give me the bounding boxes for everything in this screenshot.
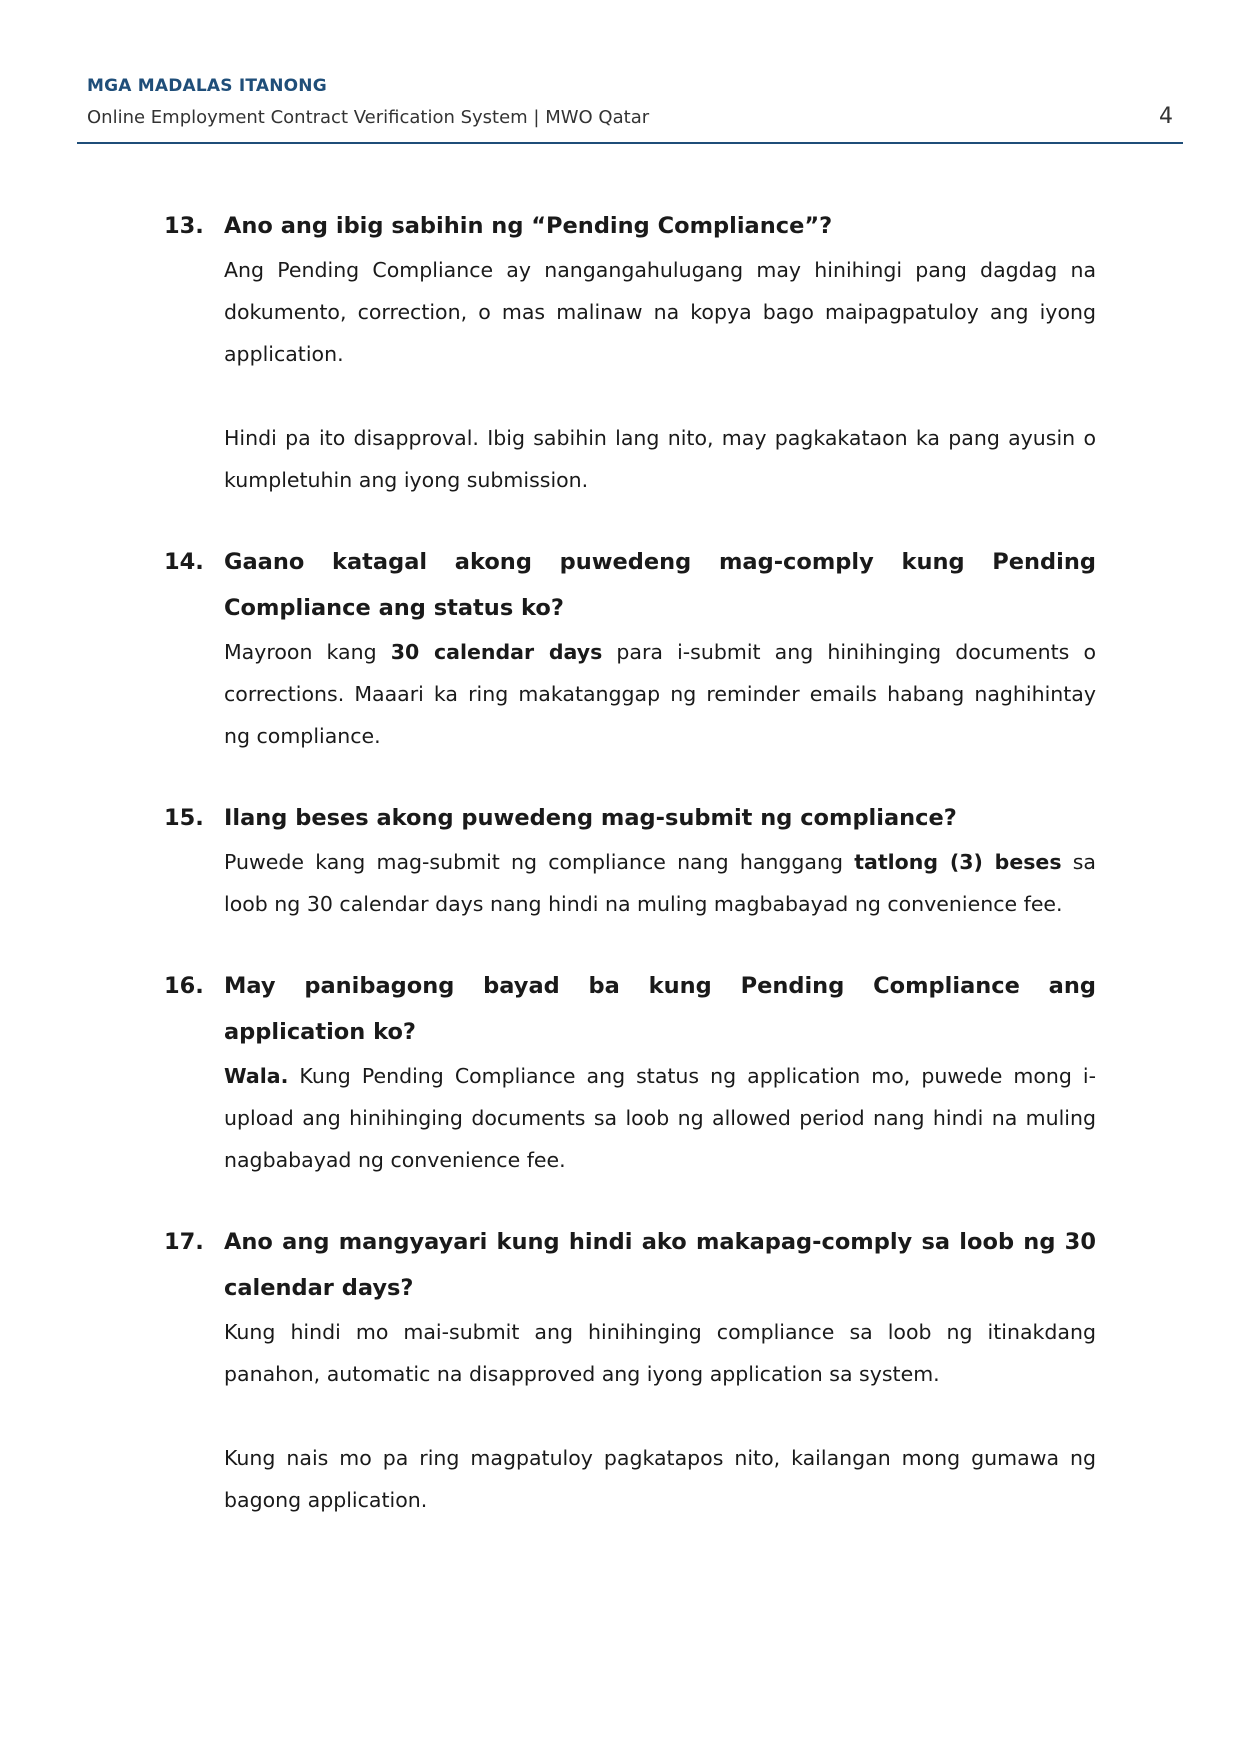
header-subtitle: Online Employment Contract Verification System | MWO Qatar xyxy=(87,107,650,128)
faq-item-13 xyxy=(164,203,1096,501)
faq-item-16 xyxy=(164,963,1096,1181)
answer-emphasis: tatlong (3) beses xyxy=(854,850,1062,874)
faq-item-17 xyxy=(164,1219,1096,1521)
header-divider xyxy=(77,142,1183,144)
answer-emphasis: 30 calendar days xyxy=(390,640,603,664)
faq-item-14 xyxy=(164,539,1096,757)
faq-number: 16. xyxy=(164,973,204,999)
faq-answer xyxy=(224,631,1096,757)
answer-text: para i-submit ang hinihinging documents o corrections. Maaari ka ring makatanggap ng reminder emails habang naghihintay ng compliance. xyxy=(224,640,1096,748)
faq-number: 13. xyxy=(164,213,204,239)
answer-text: Kung Pending Compliance ang status ng application mo, puwede mong i-upload ang hinihinging documents sa loob ng allowed period nang hindi na muling nagbabayad ng convenience fee. xyxy=(224,1064,1096,1172)
faq-answer: Kung nais mo pa ring magpatuloy pagkatapos nito, kailangan mong gumawa ng bagong application. xyxy=(224,1446,1096,1512)
faq-answer: Hindi pa ito disapproval. Ibig sabihin lang nito, may pagkakataon ka pang ayusin o kumpletuhin ang iyong submission. xyxy=(224,426,1096,492)
page-number: 4 xyxy=(1159,104,1173,129)
faq-answer: Ang Pending Compliance ay nangangahulugang may hinihingi pang dagdag na dokumento, correction, o mas malinaw na kopya bago maipagpatuloy ang iyong application. xyxy=(224,258,1096,366)
answer-text: Puwede kang mag-submit ng compliance nang hanggang xyxy=(224,850,855,874)
faq-question: May panibagong bayad ba kung Pending Compliance ang application ko? xyxy=(224,973,1096,1045)
answer-text: Mayroon kang xyxy=(224,640,391,664)
faq-question: Ano ang mangyayari kung hindi ako makapag-comply sa loob ng 30 calendar days? xyxy=(224,1229,1096,1301)
answer-text: sa loob ng 30 calendar days nang hindi na muling magbabayad ng convenience fee. xyxy=(224,850,1096,916)
faq-list xyxy=(164,205,1096,1521)
faq-answer: Kung hindi mo mai-submit ang hinihinging compliance sa loob ng itinakdang panahon, automatic na disapproved ang iyong application sa system. xyxy=(224,1320,1096,1386)
page-header xyxy=(77,76,1183,146)
faq-number: 17. xyxy=(164,1229,204,1255)
header-title: MGA MADALAS ITANONG xyxy=(87,76,327,96)
faq-item-15 xyxy=(164,795,1096,925)
faq-number: 14. xyxy=(164,549,204,575)
faq-answer xyxy=(224,1055,1096,1181)
faq-question: Gaano katagal akong puwedeng mag-comply kung Pending Compliance ang status ko? xyxy=(224,549,1096,621)
faq-question: Ilang beses akong puwedeng mag-submit ng compliance? xyxy=(224,805,957,831)
answer-emphasis: Wala. xyxy=(224,1064,289,1088)
faq-answer xyxy=(224,841,1096,925)
faq-number: 15. xyxy=(164,805,204,831)
faq-question: Ano ang ibig sabihin ng “Pending Compliance”? xyxy=(224,213,833,239)
